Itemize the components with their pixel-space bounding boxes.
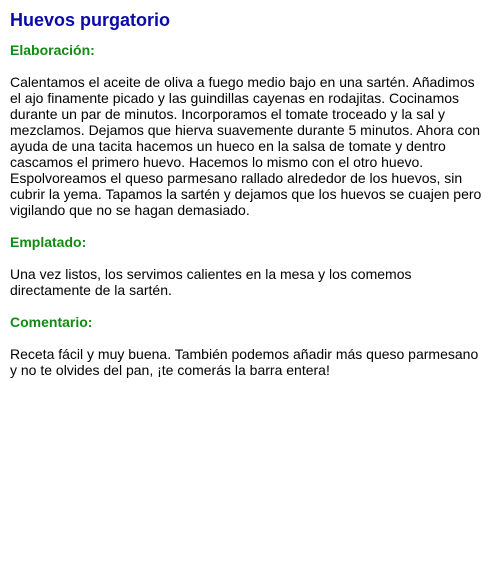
section-heading-emplatado: Emplatado:: [10, 234, 87, 250]
section-text-emplatado: Una vez listos, los servimos calientes en la mesa y los comemos directamente de la sartén.: [10, 266, 412, 298]
recipe-title: Huevos purgatorio: [10, 10, 171, 30]
section-heading-elaboracion: Elaboración:: [10, 42, 95, 58]
section-text-elaboracion: Calentamos el aceite de oliva a fuego medio bajo en una sartén. Añadimos el ajo finamente picado y las guindillas cayenas en rodajitas. Cocinamos durante un par de minutos. Incorporamos el tomate troceado y la sal y mezclamos. Dejamos que hierva suavemente durante 5 minutos. Ahora con ayuda de una tacita hacemos un hueco en la salsa de tomate y dentro cascamos el primero huevo. Hacemos lo mismo con el otro huevo. Espolvoreamos el queso parmesano rallado alrededor de los huevos, sin cubrir la yema. Tapamos la sartén y dejamos que los huevos se cuajen pero vigilando que no se hagan demasiado.: [10, 74, 482, 218]
section-heading-comentario: Comentario:: [10, 314, 93, 330]
section-text-comentario: Receta fácil y muy buena. También podemos añadir más queso parmesano y no te olvides del pan, ¡te comerás la barra entera!: [10, 346, 479, 378]
